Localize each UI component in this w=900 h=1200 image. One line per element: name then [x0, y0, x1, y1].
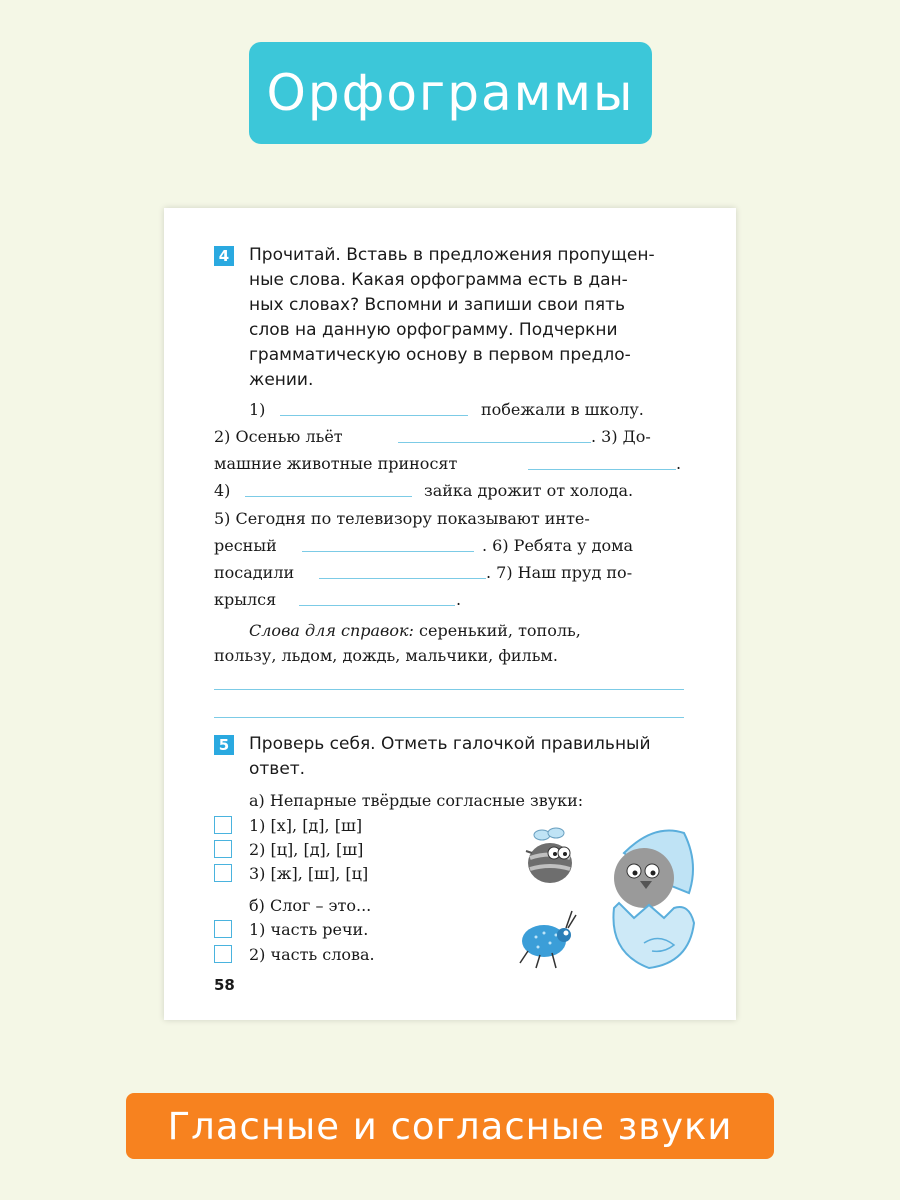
sentence-2-end: . 3) До-: [591, 427, 651, 446]
instruction-line: ответ.: [249, 759, 306, 779]
answer-blank-6[interactable]: [319, 578, 486, 579]
writing-line-2[interactable]: [214, 717, 684, 718]
reference-words: сеpенький, тополь,: [419, 621, 581, 640]
instruction-line: Прочитай. Вставь в предложения пропущен-: [249, 245, 655, 265]
option-a-3: 3) [ж], [ш], [ц]: [249, 864, 369, 883]
option-a-1: 1) [х], [д], [ш]: [249, 816, 363, 835]
task-5-instruction: [249, 732, 685, 782]
answer-blank-1[interactable]: [280, 415, 468, 416]
answer-blank-2[interactable]: [398, 442, 591, 443]
task-4-instruction: [249, 243, 685, 393]
instruction-line: жении.: [249, 370, 314, 390]
bee-icon: [526, 828, 572, 883]
option-b-1: 1) часть речи.: [249, 920, 369, 939]
bottom-banner-title: Гласные и согласные звуки: [126, 1093, 774, 1159]
reference-words-2: пользу, льдом, дождь, мальчики, фильм.: [214, 646, 558, 665]
writing-line-1[interactable]: [214, 689, 684, 690]
part-a-title: а) Непарные твёрдые согласные звуки:: [249, 791, 584, 810]
instruction-line: Проверь себя. Отметь галочкой правильный: [249, 734, 651, 754]
reference-line-1: [249, 617, 581, 644]
sentence-4-end: зайка дрожит от холода.: [424, 481, 634, 500]
sentence-4-start: 4): [214, 481, 231, 500]
part-b-title: б) Слог – это...: [249, 896, 372, 915]
task-4-number: 4: [214, 246, 234, 266]
sentence-5: 5) Сегодня по телевизору показывают инте-: [214, 509, 590, 528]
reference-label: Слова для справок:: [249, 621, 414, 640]
option-a-2: 2) [ц], [д], [ш]: [249, 840, 364, 859]
chick-in-egg-icon: [613, 831, 694, 969]
sentence-7-end: . 7) Наш пруд по-: [486, 563, 633, 582]
workbook-page: [164, 208, 736, 1020]
instruction-line: грамматическую основу в первом предло-: [249, 345, 631, 365]
sentence-1-start: 1): [249, 400, 266, 419]
checkbox-b-1[interactable]: [214, 920, 232, 938]
checkbox-a-3[interactable]: [214, 864, 232, 882]
answer-blank-3[interactable]: [528, 469, 676, 470]
instruction-line: ных словах? Вспомни и запиши свои пять: [249, 295, 626, 315]
option-b-2: 2) часть слова.: [249, 945, 375, 964]
beetle-icon: [520, 911, 576, 968]
answer-blank-7[interactable]: [299, 605, 455, 606]
page-number: 58: [214, 976, 235, 994]
task-5-number: 5: [214, 735, 234, 755]
answer-blank-4[interactable]: [245, 496, 412, 497]
sentence-7-start: посадили: [214, 563, 295, 582]
illustration-insects-chick: [514, 823, 714, 973]
instruction-line: слов на данную орфограмму. Подчеркни: [249, 320, 618, 340]
top-banner-title: Орфограммы: [249, 42, 652, 144]
instruction-line: ные слова. Какая орфограмма есть в дан-: [249, 270, 628, 290]
checkbox-b-2[interactable]: [214, 945, 232, 963]
sentence-3-end: .: [676, 454, 682, 473]
sentence-6-start: ресный: [214, 536, 277, 555]
checkbox-a-1[interactable]: [214, 816, 232, 834]
sentence-1-end: побежали в школу.: [481, 400, 644, 419]
answer-blank-5[interactable]: [302, 551, 474, 552]
sentence-3-start: машние животные приносят: [214, 454, 458, 473]
sentence-6-end: . 6) Ребята у дома: [482, 536, 634, 555]
sentence-8-start: крылся: [214, 590, 277, 609]
sentence-2-start: 2) Осенью льёт: [214, 427, 343, 446]
checkbox-a-2[interactable]: [214, 840, 232, 858]
sentence-8-end: .: [456, 590, 462, 609]
